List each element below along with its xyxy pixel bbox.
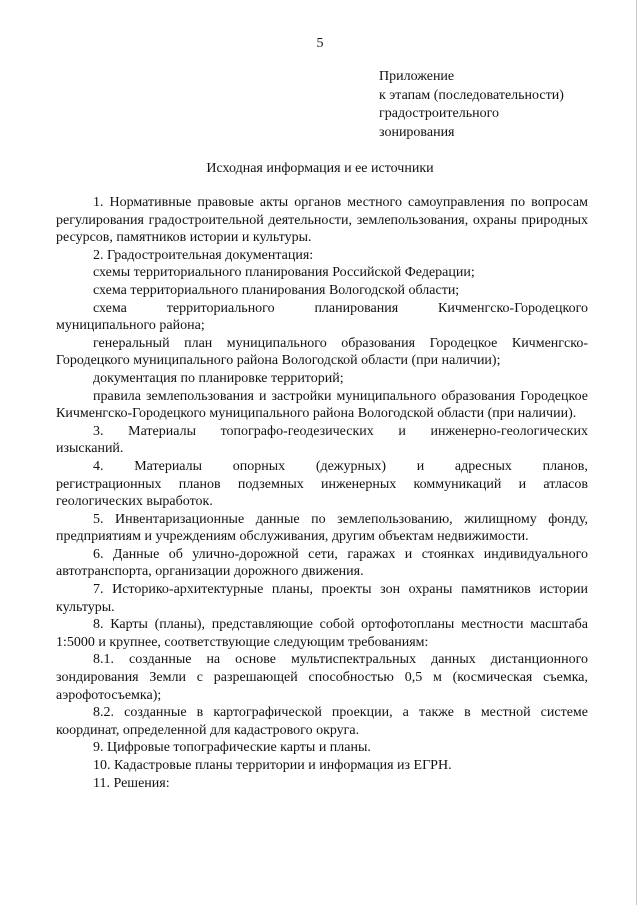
item-10-cadastral: 10. Кадастровые планы территории и информация из ЕГРН. bbox=[93, 758, 452, 773]
item-4-plans-cont: регистрационных планов подземных инженерных коммуникаций и атласов геологических выработок. bbox=[56, 476, 588, 510]
item-5-inventory: 5. Инвентаризационные данные по землепользованию, жилищному фонду, предприятиям и учреждениям обслуживания, другим объектам недвижимости. bbox=[56, 511, 588, 545]
item-8-1-remote-sensing: 8.1. созданные на основе мультиспектральных данных дистанционного зондирования Земли с разрешающей способностью 0,5 м (космическая съемка, аэрофотосъемка); bbox=[56, 652, 588, 703]
appendix-note bbox=[379, 68, 619, 142]
item-2-planning-docs: документация по планировке территорий; bbox=[93, 370, 344, 386]
appendix-line: к этапам (последовательности) bbox=[379, 87, 564, 103]
item-2-regional-scheme: схема территориального планирования Вологодской области; bbox=[93, 282, 460, 298]
item-7-historic-plans: 7. Историко-архитектурные планы, проекты зон охраны памятников истории культуры. bbox=[56, 582, 588, 615]
item-2-zoning-rules: правила землепользования и застройки муниципального образования Городецкое Кичменгско-Городецкого муниципального района Вологодской области (при наличии). bbox=[56, 388, 588, 422]
item-9-digital-maps: 9. Цифровые топографические карты и планы. bbox=[93, 740, 371, 756]
item-2-urban-docs: 2. Градостроительная документация: bbox=[93, 247, 314, 263]
appendix-line: зонирования bbox=[379, 124, 455, 140]
page-edge-line bbox=[636, 0, 637, 905]
item-3-surveys: 3. Материалы топографо-геодезических и инженерно-геологических bbox=[93, 423, 588, 439]
item-3-surveys-cont: изысканий. bbox=[56, 441, 124, 457]
appendix-line: градостроительного bbox=[379, 106, 500, 121]
item-11-decisions: 11. Решения: bbox=[93, 775, 170, 791]
item-1-legal-acts: 1. Нормативные правовые акты органов местного самоуправления по вопросам регулирования градостроительной деятельности, землепользования, охраны природных ресурсов, памятников истории и культуры. bbox=[56, 195, 588, 246]
section-heading: Исходная информация и ее источники bbox=[206, 161, 434, 176]
item-4-plans: 4. Материалы опорных (дежурных) и адресных планов, bbox=[93, 458, 588, 474]
item-2-federal-scheme: схемы территориального планирования Российской Федерации; bbox=[93, 265, 475, 281]
item-2-master-plan: генеральный план муниципального образования Городецкое Кичменгско-Городецкого муниципального района Вологодской области (при наличии); bbox=[56, 335, 588, 369]
appendix-line: Приложение bbox=[379, 69, 455, 84]
item-8-maps: 8. Карты (планы), представляющие собой ортофотопланы местности масштаба 1:5000 и крупнее, соответствующие следующим требованиям: bbox=[56, 617, 588, 650]
document-body bbox=[56, 194, 588, 792]
item-6-road-network: 6. Данные об улично-дорожной сети, гаражах и стоянках индивидуального автотранспорта, организации дорожного движения. bbox=[56, 546, 588, 580]
item-2-district-scheme: схема территориального планирования Кичменгско-Городецкого bbox=[93, 300, 588, 316]
page-number: 5 bbox=[316, 36, 324, 51]
item-2-district-scheme-cont: муниципального района; bbox=[56, 318, 205, 334]
item-8-2-projection: 8.2. созданные в картографической проекции, а также в местной системе координат, определенной для кадастрового округа. bbox=[56, 705, 588, 738]
